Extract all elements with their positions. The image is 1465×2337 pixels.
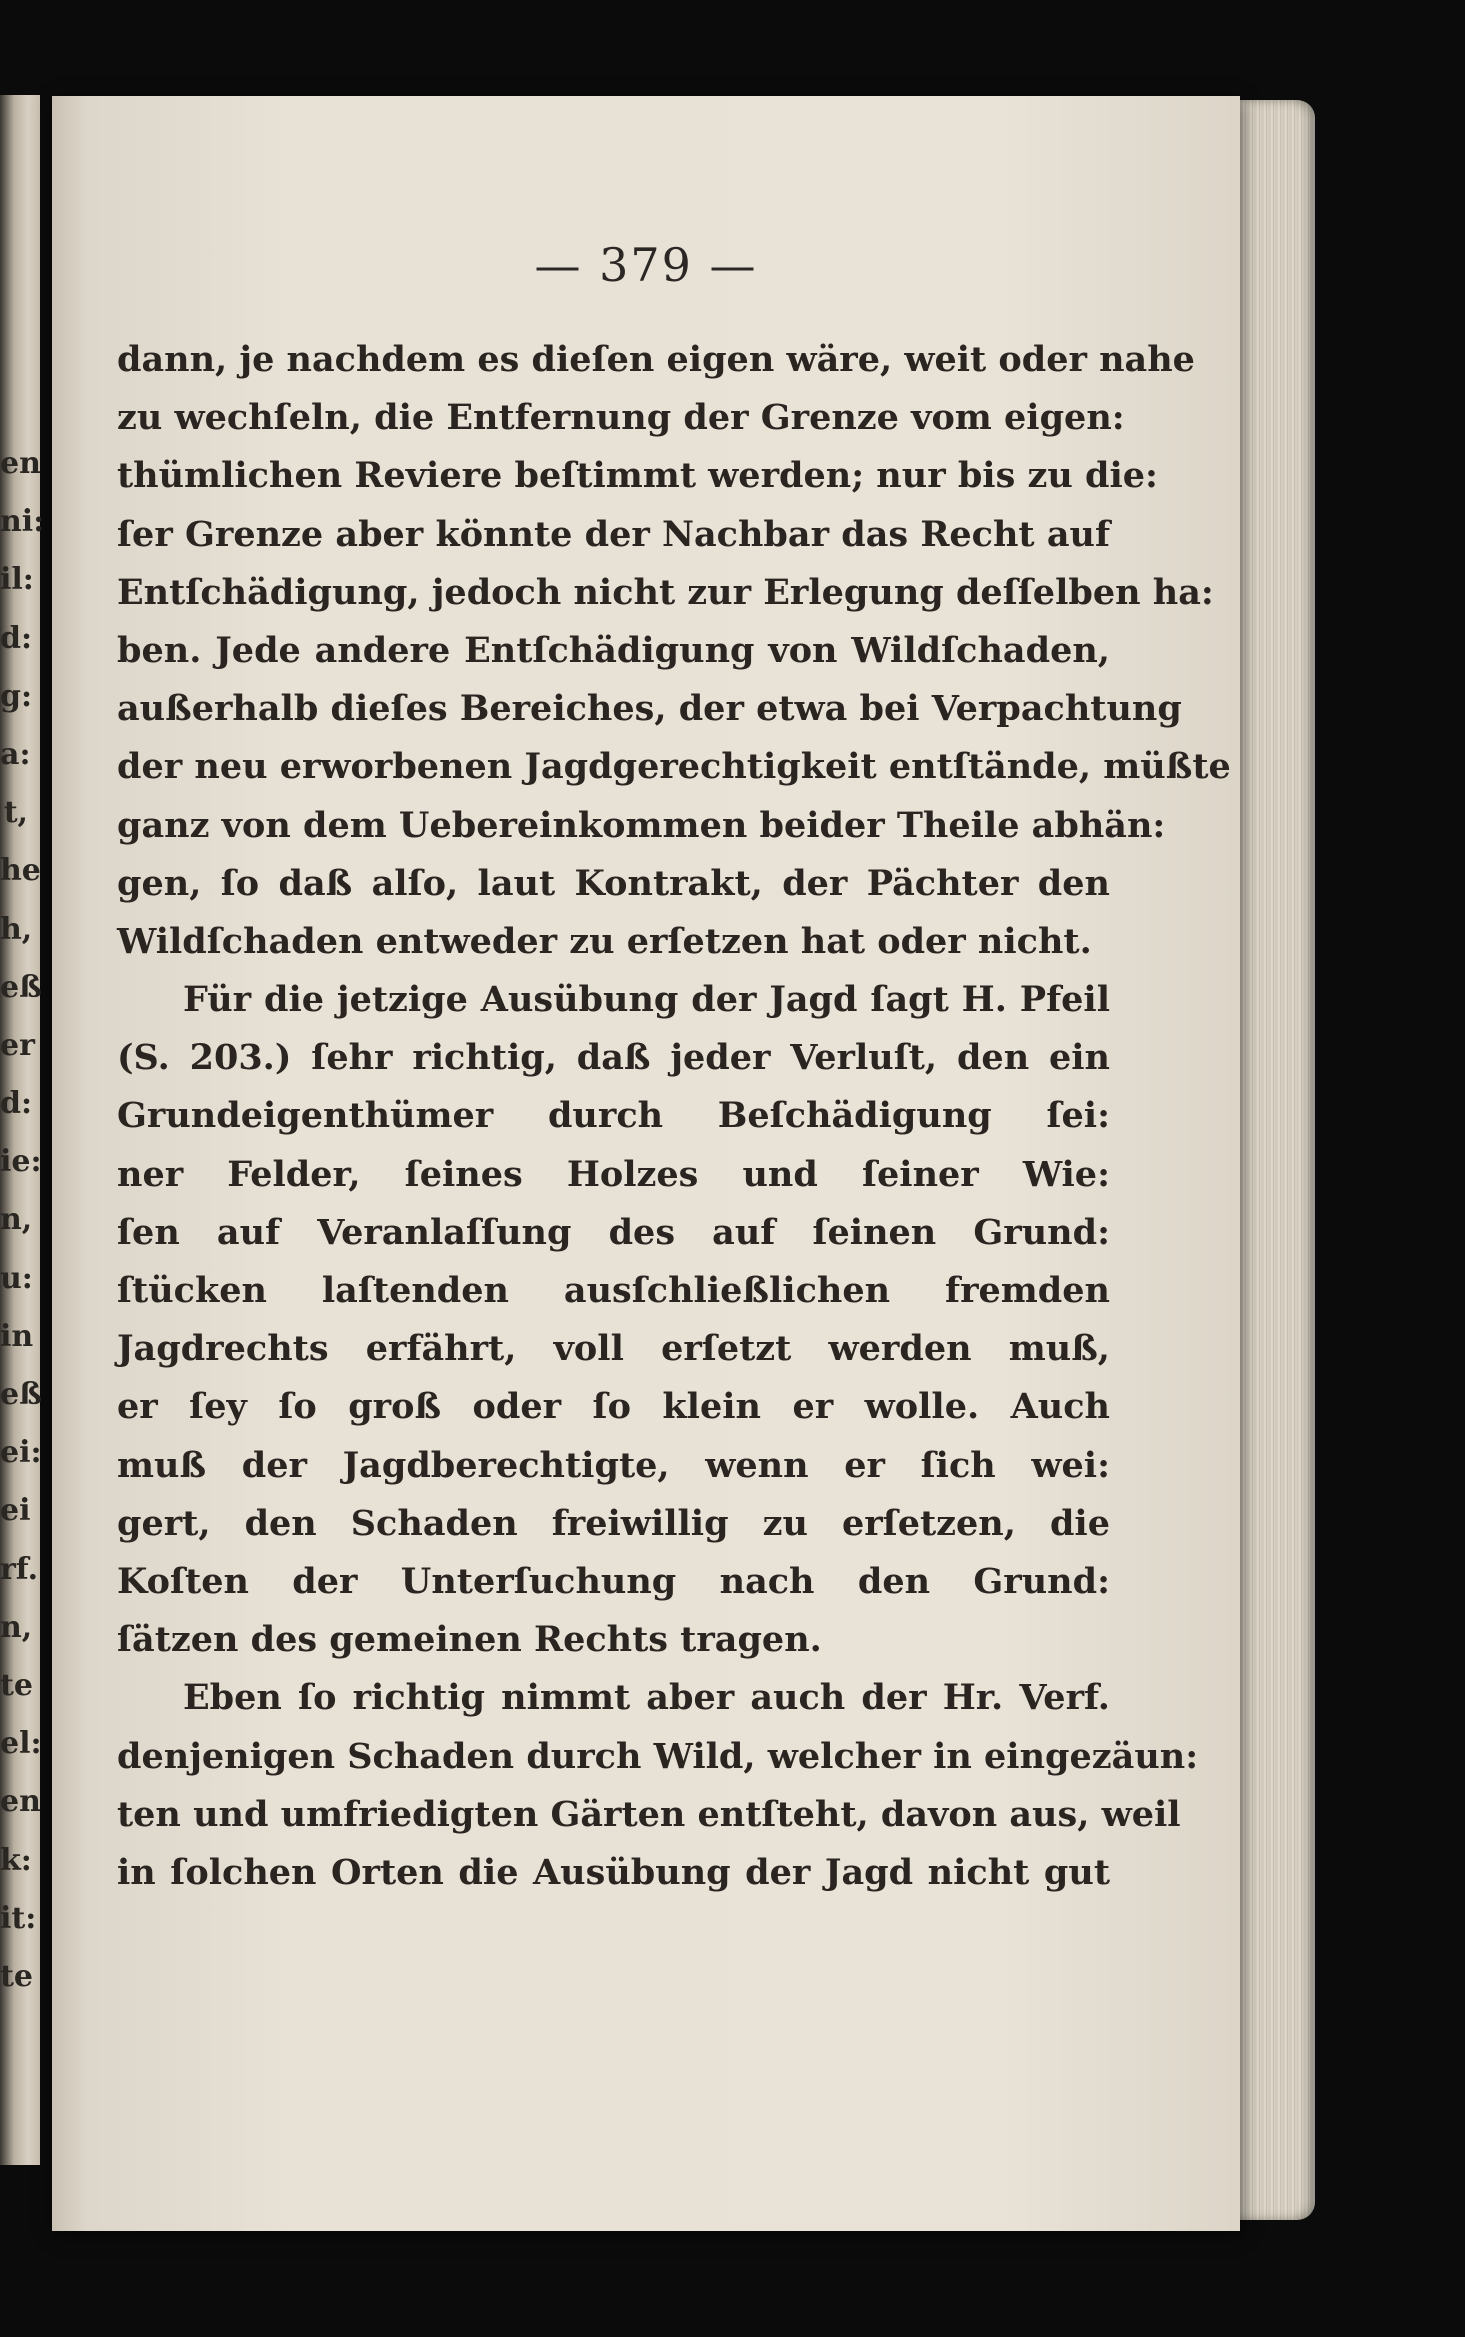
text-line: gen, ſo daß alſo, laut Kontrakt, der Pächter den xyxy=(117,862,1110,904)
text-line: ſätzen des gemeinen Rechts tragen. xyxy=(117,1619,822,1661)
prev-fragment: d: xyxy=(0,620,33,656)
prev-fragment: it: xyxy=(0,1900,37,1936)
prev-fragment: u: xyxy=(0,1260,33,1296)
text-line: ner Felder, ſeines Holzes und ſeiner Wie: xyxy=(117,1153,1110,1195)
text-line: Eben ſo richtig nimmt aber auch der Hr. Verf. xyxy=(183,1677,1110,1719)
text-line: Grundeigenthümer durch Beſchädigung ſei: xyxy=(117,1095,1110,1137)
text-line: thümlichen Reviere beſtimmt werden; nur bis zu die: xyxy=(117,455,1158,497)
text-line: ben. Jede andere Entſchädigung von Wildſchaden, xyxy=(117,629,1110,671)
text-line: ten und umfriedigten Gärten entſteht, davon aus, weil xyxy=(117,1793,1181,1835)
prev-fragment: er xyxy=(0,1027,35,1063)
text-line: ſer Grenze aber könnte der Nachbar das Recht auf xyxy=(117,513,1110,555)
prev-fragment: te xyxy=(0,1667,33,1703)
prev-fragment: ei: xyxy=(0,1435,42,1471)
prev-fragment: el: xyxy=(0,1726,42,1762)
text-line: ganz von dem Uebereinkommen beider Theile abhän: xyxy=(117,804,1166,846)
prev-fragment: in xyxy=(0,1318,34,1354)
page-number-header: — 379 — xyxy=(534,238,758,292)
prev-fragment: en xyxy=(0,446,41,481)
prev-fragment: il: xyxy=(0,562,34,598)
prev-fragment: he xyxy=(0,853,41,889)
prev-fragment: h, xyxy=(0,911,33,947)
prev-fragment: n, xyxy=(0,1609,33,1645)
text-line: zu wechſeln, die Entfernung der Grenze vom eigen: xyxy=(117,397,1125,439)
text-line: er ſey ſo groß oder ſo klein er wolle. Auch xyxy=(117,1386,1110,1428)
prev-fragment: g: xyxy=(0,678,33,714)
prev-fragment: t, xyxy=(3,795,28,831)
prev-fragment: d: xyxy=(0,1086,33,1122)
text-line: Entſchädigung, jedoch nicht zur Erlegung deſſelben ha: xyxy=(117,571,1214,613)
prev-fragment: eß xyxy=(0,969,42,1005)
text-line: ſen auf Veranlaſſung des auf ſeinen Grund: xyxy=(117,1211,1110,1253)
prev-fragment: ie: xyxy=(0,1144,42,1180)
prev-fragment: a: xyxy=(0,736,31,772)
prev-fragment: te xyxy=(0,1958,33,1994)
prev-fragment: k: xyxy=(0,1842,32,1878)
text-line: der neu erworbenen Jagdgerechtigkeit entſtände, müßte xyxy=(117,746,1231,788)
text-line: Wildſchaden entweder zu erſetzen hat oder nicht. xyxy=(117,920,1092,962)
text-line: Koſten der Unterſuchung nach den Grund: xyxy=(117,1560,1110,1602)
text-line: außerhalb dieſes Bereiches, der etwa bei Verpachtung xyxy=(117,688,1182,730)
previous-page-edge xyxy=(0,95,45,2165)
prev-fragment: n, xyxy=(0,1202,33,1238)
prev-fragment: ni: xyxy=(0,504,45,540)
text-line: ſtücken laſtenden ausſchließlichen fremden xyxy=(117,1270,1110,1311)
prev-fragment: ei xyxy=(0,1493,31,1529)
text-line: gert, den Schaden freiwillig zu erſetzen, die xyxy=(117,1502,1110,1544)
body-text xyxy=(117,331,1231,1902)
text-line: Jagdrechts erfährt, voll erſetzt werden muß, xyxy=(117,1328,1110,1370)
text-line: muß der Jagdberechtigte, wenn er ſich wei: xyxy=(117,1444,1110,1486)
text-line: (S. 203.) ſehr richtig, daß jeder Verluſt, den ein xyxy=(117,1037,1110,1079)
prev-fragment: rf. xyxy=(0,1551,39,1587)
book-page xyxy=(52,96,1240,2231)
text-line: in ſolchen Orten die Ausübung der Jagd nicht gut xyxy=(117,1851,1110,1893)
text-line: denjenigen Schaden durch Wild, welcher in eingezäun: xyxy=(117,1735,1199,1777)
prev-fragment: eß xyxy=(0,1377,42,1412)
text-line: Für die jetzige Ausübung der Jagd ſagt H. Pfeil xyxy=(183,979,1110,1021)
prev-fragment: en xyxy=(0,1784,41,1820)
previous-page-fragments xyxy=(0,435,45,2006)
text-line: dann, je nachdem es dieſen eigen wäre, weit oder nahe xyxy=(117,339,1195,380)
